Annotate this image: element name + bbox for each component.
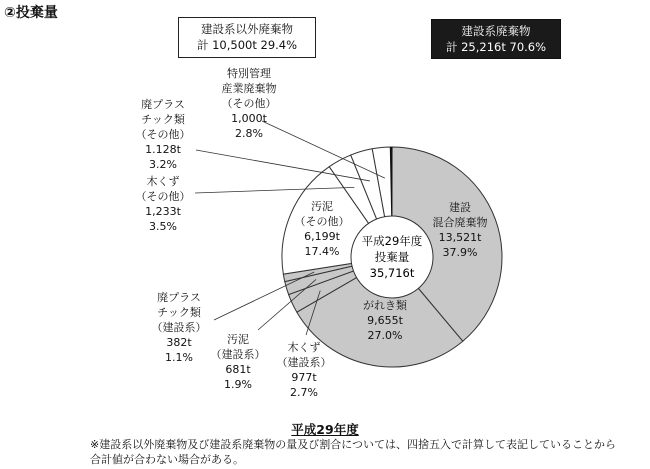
non-construction-total: 計 10,500t 29.4% <box>196 38 298 52</box>
label-plastic-other: 廃プラス チック類 （その他） 1.128t 3.2% <box>135 98 191 171</box>
label-sludge-construction: 汚泥 （建設系） 681t 1.9% <box>210 333 266 391</box>
construction-total: 計 25,216t 70.6% <box>445 40 547 54</box>
non-construction-title: 建設系以外廃棄物 <box>201 22 293 36</box>
label-plastic-construction: 廃プラス チック類 （建設系） 382t 1.1% <box>151 291 207 364</box>
center-year: 平成29年度 <box>361 234 423 248</box>
label-sludge-other: 汚泥 （その他） 6,199t 17.4% <box>294 200 350 258</box>
center-title: 投棄量 <box>374 250 410 264</box>
label-mixed: 建設 混合廃棄物 13,521t 37.9% <box>432 201 488 259</box>
construction-title: 建設系廃棄物 <box>461 24 531 38</box>
year-caption: 平成29年度 <box>291 422 359 437</box>
label-special-managed: 特別管理 産業廃棄物 （その他） 1,000t 2.8% <box>221 67 277 140</box>
label-wood-construction: 木くず （建設系） 977t 2.7% <box>276 341 332 399</box>
label-wood-other: 木くず （その他） 1,233t 3.5% <box>135 175 191 233</box>
label-debris: がれき類 9,655t 27.0% <box>363 299 407 342</box>
footnote: ※建設系以外廃棄物及び建設系廃棄物の量及び割合については、四捨五入で計算して表記していることから 合計値が合わない場合がある。 <box>90 438 616 466</box>
page-heading: ②投棄量 <box>4 5 58 21</box>
center-total: 35,716t <box>369 266 415 280</box>
